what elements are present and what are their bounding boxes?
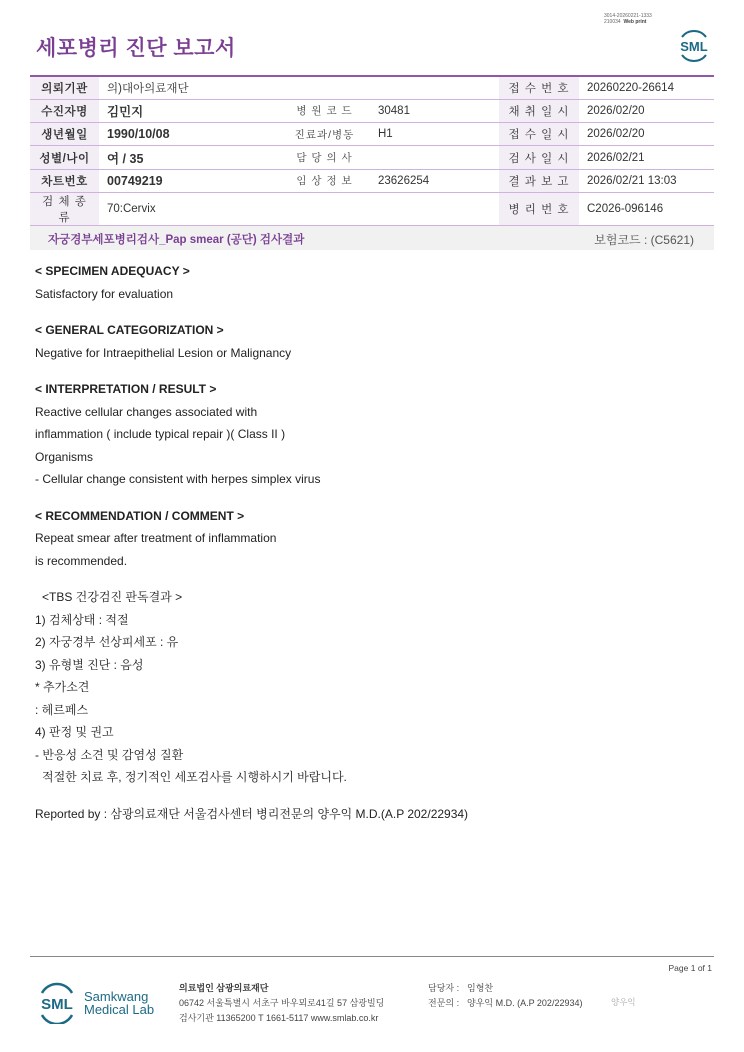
specialist-value: 양우익 M.D. (A.P 202/22934)	[467, 998, 583, 1008]
tbs-line: 적절한 치료 후, 정기적인 세포검사를 시행하시기 바랍니다.	[42, 770, 347, 784]
label-hospital-code: 병 원 코 드	[296, 105, 353, 118]
interpretation-heading: < INTERPRETATION / RESULT >	[35, 382, 217, 396]
value-result-report: 2026/02/21 13:03	[587, 174, 677, 187]
exam-name: 자궁경부세포병리검사_Pap smear (공단) 검사결과	[48, 234, 305, 246]
specimen-adequacy-text: Satisfactory for evaluation	[35, 286, 174, 301]
label-specimen-type: 검 체 종 류	[30, 192, 99, 225]
tbs-heading: <TBS 건강검진 판독결과 >	[42, 590, 183, 604]
label-collection-date: 채 취 일 시	[499, 99, 579, 122]
value-empty	[370, 192, 499, 225]
value-department: H1	[378, 128, 393, 141]
label-receipt-date: 접 수 일 시	[499, 123, 579, 146]
page-number: Page 1 of 1	[668, 963, 712, 973]
tbs-line: : 헤르페스	[35, 702, 89, 717]
label-requesting-institution: 의뢰기관	[30, 76, 99, 99]
value-pathology-number: C2026-096146	[587, 202, 664, 215]
info-row	[30, 169, 714, 192]
org-name: 의료법인 삼광의료재단	[179, 983, 269, 993]
label-physician: 담 당 의 사	[296, 152, 353, 165]
report-body	[35, 260, 715, 825]
label-patient-name: 수진자명	[30, 99, 99, 122]
value-hospital-code: 30481	[378, 104, 410, 117]
tbs-line: 1) 검체상태 : 적절	[35, 612, 129, 627]
value-patient-name: 김민지	[107, 104, 144, 119]
specimen-adequacy-heading: < SPECIMEN ADEQUACY >	[35, 264, 190, 278]
print-id	[604, 13, 652, 25]
label-exam-date: 검 사 일 시	[499, 146, 579, 169]
value-receipt-number: 20260220-26614	[587, 81, 674, 94]
page-title: 세포병리 진단 보고서	[36, 37, 236, 60]
info-row	[30, 192, 714, 225]
interpretation-line: Organisms	[35, 449, 94, 464]
interpretation-line: Reactive cellular changes associated with	[35, 404, 258, 419]
reported-by: Reported by : 삼광의료재단 서울검사센터 병리전문의 양우익 M.D.(A.P 202/22934)	[35, 806, 469, 821]
info-row	[30, 99, 714, 122]
value-physician	[370, 146, 499, 169]
print-id-web-print: Web print	[623, 19, 647, 25]
tbs-line: 3) 유형별 진단 : 음성	[35, 657, 144, 672]
value-sex-age: 여 / 35	[107, 151, 144, 166]
general-categorization-heading: < GENERAL CATEGORIZATION >	[35, 323, 224, 337]
recommendation-line: is recommended.	[35, 553, 128, 568]
value-specimen-type: 70:Cervix	[107, 202, 156, 215]
signature: 양우익	[611, 998, 636, 1008]
logo-text: SML	[680, 39, 708, 54]
value-birth-date: 1990/10/08	[107, 127, 170, 142]
value-receipt-date: 2026/02/20	[587, 128, 645, 141]
value-exam-date: 2026/02/21	[587, 151, 645, 164]
staff-in-charge	[428, 981, 493, 994]
label-chart-number: 차트번호	[30, 169, 99, 192]
info-row	[30, 76, 714, 99]
tbs-line: 2) 자궁경부 선상피세포 : 유	[35, 635, 179, 649]
brand-line1: Samkwang	[84, 989, 149, 1004]
staff-value: 임형찬	[467, 983, 494, 993]
value-empty	[370, 76, 499, 99]
patient-info-table	[30, 75, 714, 226]
value-collection-date: 2026/02/20	[587, 104, 645, 117]
org-address: 06742 서울특별시 서초구 바우뫼로41길 57 삼광빌딩	[179, 998, 385, 1008]
brand-line2: Medical Lab	[84, 1002, 155, 1017]
exam-title-bar	[30, 226, 714, 250]
tbs-line: - 반응성 소견 및 감염성 질환	[35, 747, 184, 762]
brand-name	[84, 990, 154, 1016]
info-row	[30, 146, 714, 169]
specialist	[428, 996, 582, 1009]
value-requesting-institution: 의)대아의료재단	[107, 82, 189, 95]
interpretation-line: inflammation ( include typical repair )( Class II )	[35, 427, 286, 441]
logo-text: SML	[41, 996, 73, 1013]
value-clinical-info: 23626254	[378, 174, 430, 187]
sml-logo-icon	[676, 26, 712, 62]
value-chart-number: 00749219	[107, 173, 163, 188]
label-sex-age: 성별/나이	[30, 146, 99, 169]
insurance-code: 보험코드 : (C5621)	[594, 233, 694, 247]
interpretation-line: - Cellular change consistent with herpes simplex virus	[35, 472, 321, 486]
label-result-report: 결 과 보 고	[499, 169, 579, 192]
info-row	[30, 123, 714, 146]
tbs-line: 4) 판정 및 권고	[35, 725, 114, 739]
print-id-line1: 3014-20260221-1333	[604, 13, 652, 19]
staff-label: 담당자 :	[428, 983, 460, 993]
label-receipt-number: 접 수 번 호	[499, 76, 579, 99]
specialist-label: 전문의 :	[428, 998, 460, 1008]
footer-divider	[30, 956, 714, 957]
label-birth-date: 생년월일	[30, 123, 99, 146]
label-pathology-number: 병 리 번 호	[499, 192, 579, 225]
label-clinical-info: 임 상 정 보	[296, 175, 353, 188]
label-department: 진료과/병동	[294, 128, 355, 141]
label-empty	[279, 76, 370, 99]
tbs-line: * 추가소견	[35, 680, 90, 694]
org-contact: 검사기관 11365200 T 1661-5117 www.smlab.co.kr	[179, 1013, 379, 1023]
sml-logo-icon	[36, 980, 78, 1024]
recommendation-line: Repeat smear after treatment of inflammation	[35, 531, 277, 545]
general-categorization-text: Negative for Intraepithelial Lesion or Malignancy	[35, 345, 292, 360]
label-empty	[279, 192, 370, 225]
print-id-line2-a: 210034	[604, 19, 621, 25]
recommendation-heading: < RECOMMENDATION / COMMENT >	[35, 508, 245, 523]
